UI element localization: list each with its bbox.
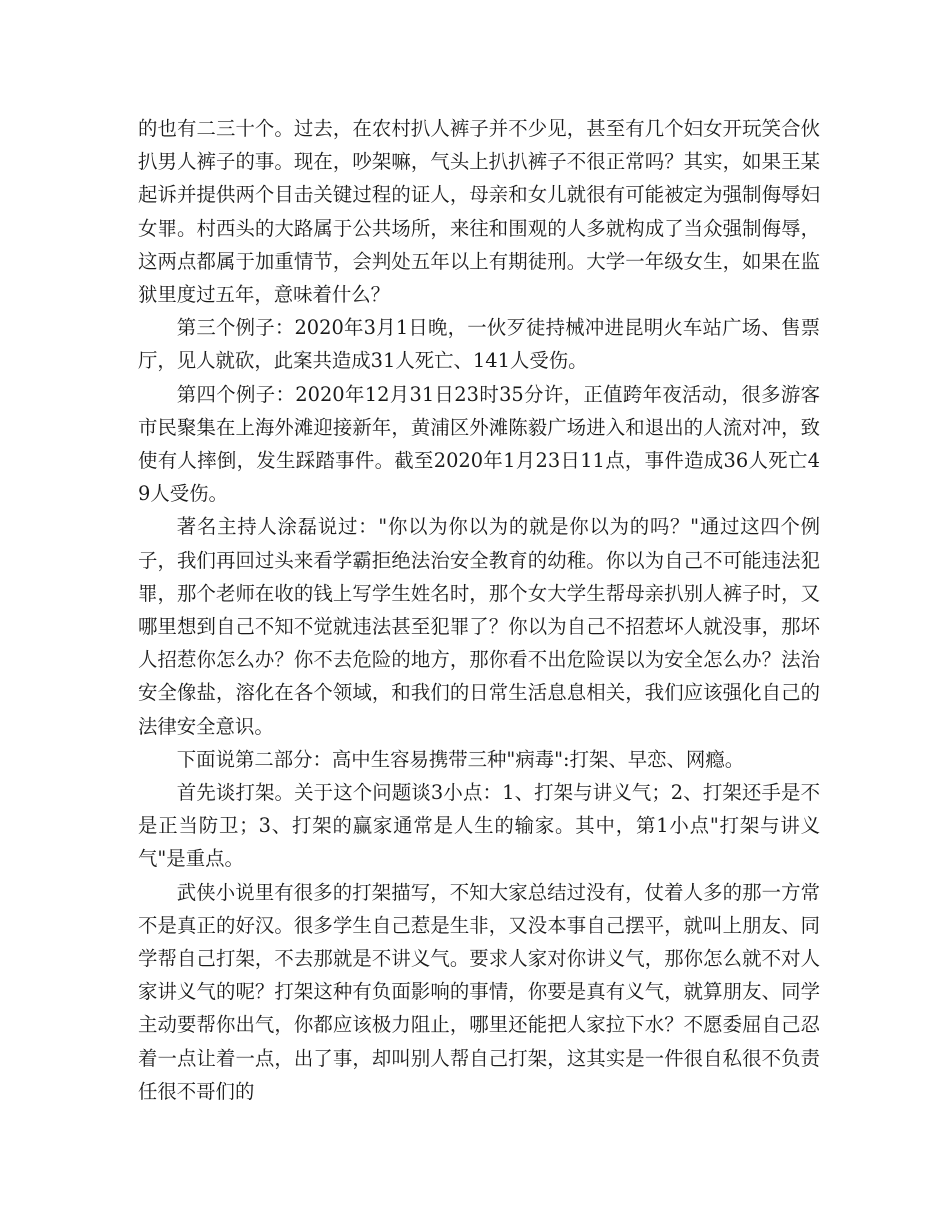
paragraph-6: 首先谈打架。关于这个问题谈3小点：1、打架与讲义气；2、打架还手是不是正当防卫；3、打架的赢家通常是人生的输家。其中，第1小点"打架与讲义气"是重点。 bbox=[138, 781, 820, 871]
document-body bbox=[138, 112, 820, 1108]
paragraph-7: 武侠小说里有很多的打架描写，不知大家总结过没有，仗着人多的那一方常不是真正的好汉。很多学生自己惹是生非，又没本事自己摆平，就叫上朋友、同学帮自己打架，不去那就是不讲义气。要求人家对你讲义气，那你怎么就不对人家讲义气的呢？打架这种有负面影响的事情，你要是真有义气，就算朋友、同学主动要帮你出气，你都应该极力阻止，哪里还能把人家拉下水？不愿委屈自己忍着一点让着一点，出了事，却叫别人帮自己打架，这其实是一件很自私很不负责任很不哥们的 bbox=[138, 880, 820, 1103]
paragraph-2: 第三个例子：2020年3月1日晚，一伙歹徒持械冲进昆明火车站广场、售票厅，见人就砍，此案共造成31人死亡、141人受伤。 bbox=[138, 316, 820, 373]
paragraph-1: 的也有二三十个。过去，在农村扒人裤子并不少见，甚至有几个妇女开玩笑合伙扒男人裤子的事。现在，吵架嘛，气头上扒扒裤子不很正常吗？其实，如果王某起诉并提供两个目击关键过程的证人，母亲和女儿就很有可能被定为强制侮辱妇女罪。村西头的大路属于公共场所，来往和围观的人多就构成了当众强制侮辱，这两点都属于加重情节，会判处五年以上有期徒刑。大学一年级女生，如果在监狱里度过五年，意味着什么？ bbox=[138, 117, 820, 307]
paragraph-3: 第四个例子：2020年12月31日23时35分许，正值跨年夜活动，很多游客市民聚集在上海外滩迎接新年，黄浦区外滩陈毅广场进入和退出的人流对冲，致使有人摔倒，发生踩踏事件。截至2020年1月23日11点，事件造成36人死亡49人受伤。 bbox=[138, 382, 820, 506]
paragraph-5: 下面说第二部分：高中生容易携带三种"病毒":打架、早恋、网瘾。 bbox=[176, 747, 745, 771]
paragraph-4: 著名主持人涂磊说过："你以为你以为的就是你以为的吗？"通过这四个例子，我们再回过头来看学霸拒绝法治安全教育的幼稚。你以为自己不可能违法犯罪，那个老师在收的钱上写学生姓名时，那个女大学生帮母亲扒别人裤子时，又哪里想到自己不知不觉就违法甚至犯罪了？你以为自己不招惹坏人就没事，那坏人招惹你怎么办？你不去危险的地方，那你看不出危险误以为安全怎么办？法治安全像盐，溶化在各个领域，和我们的日常生活息息相关，我们应该强化自己的法律安全意识。 bbox=[138, 515, 820, 738]
